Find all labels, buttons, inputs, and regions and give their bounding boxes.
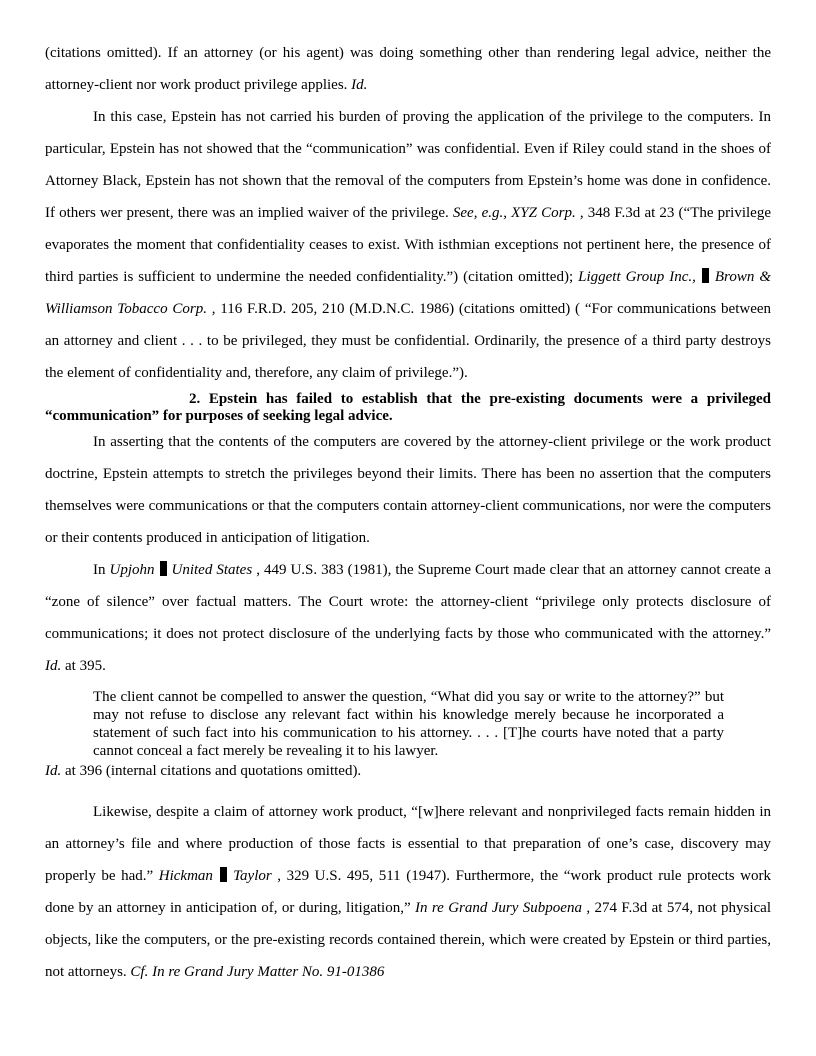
text-run: , 116 F.R.D. 205, 210 (M.D.N.C. 1986) (citations omitted) ( “For communications between an attorney and client . . . to be privileged, they must be confidential. Ordinarily, the presence of a third party destroys the element of confidentiality and, therefore, any claim of privilege.”). [45,301,772,381]
redaction-mark [160,561,167,576]
citation-italic: See, e.g., XYZ Corp. [452,205,576,221]
citation-italic: Upjohn [109,562,155,578]
quote-citation [45,760,771,782]
citation-italic: Id. [351,77,368,93]
citation-italic: Id. [45,658,62,674]
paragraph-burden [45,101,771,389]
text-run: , 274 F.3d at 574, not physical objects, like the computers, or the pre-existing records contained therein, which were created by Epstein or third parties, not attorneys. [45,900,772,980]
paragraph-stretch-privileges: In asserting that the contents of the computers are covered by the attorney-client privilege or the work product doctrine, Epstein attempts to stretch the privileges beyond their limits. There has been no assertion that the computers themselves were communications or that the computers contain attorney-client communications, nor were the computers or their contents produced in anticipation of litigation. [45,434,771,546]
citation-italic: Liggett Group Inc., [578,269,696,285]
citation-italic: Brown & Williamson Tobacco Corp. [45,269,771,317]
citation-italic: United States [167,562,253,578]
paragraph-continuation [45,37,771,101]
text-run: , 329 U.S. 495, 511 (1947). Furthermore, the “work product rule protects work done by an attorney in anticipation of, or during, litigation,” [45,868,771,916]
text-run: Likewise, despite a claim of attorney work product, “[w]here relevant and nonprivileged facts remain hidden in an attorney’s file and where production of those facts is essential to that preparation of one’s case, discovery may properly be had.” [45,804,771,884]
citation-italic: Hickman [158,868,213,884]
text-run: , 449 U.S. 383 (1981), the Supreme Court made clear that an attorney cannot create a “zone of silence” over factual matters. The Court wrote: the attorney-client “privilege only protects disclosure of communications; it does not protect disclosure of the underlying facts by those who communicated with the attorney.” [45,562,772,642]
text-run: at 395. [61,658,106,674]
section-heading: 2. Epstein has failed to establish that the pre-existing documents were a privileged “communication” for purposes of seeking legal advice. [45,391,771,424]
text-run: In [93,562,110,578]
block-quote: The client cannot be compelled to answer the question, “What did you say or write to the attorney?” but may not refuse to disclose any relevant fact within his knowledge merely because he incorporated a statement of such fact into his communication to his attorney. . . . [T]he courts have noted that a party cannot conceal a fact merely be revealing it to his lawyer. [93,689,724,759]
citation-italic: Id. [45,763,62,779]
citation-italic: Taylor [227,868,272,884]
document-page [45,0,771,988]
paragraph-upjohn [45,554,771,682]
redaction-mark [220,867,227,882]
paragraph-work-product [45,796,771,988]
text-run: (citations omitted). If an attorney (or his agent) was doing something other than rendering legal advice, neither the attorney-client nor work product privilege applies. [45,45,771,93]
text-run: In this case, Epstein has not carried his burden of proving the application of the privilege to the computers. In particular, Epstein has not showed that the “communication” was confidential. Even if Riley could stand in the shoes of Attorney Black, Epstein has not shown that the removal of the computers from Epstein’s home was done in confidence. If others wer present, there was an implied waiver of the privilege. [45,109,771,221]
citation-italic: Cf. In re Grand Jury Matter No. 91-01386 [130,964,385,980]
citation-italic: In re Grand Jury Subpoena [415,900,582,916]
redaction-mark [702,268,709,283]
text-run: , 348 F.3d at 23 (“The privilege evaporates the moment that confidentiality ceases to exist. With isthmian exceptions not pertinent here, the presence of third parties is sufficient to undermine the needed confidentiality.”) (citation omitted); [45,205,771,285]
text-run: at 396 (internal citations and quotations omitted). [61,763,362,779]
